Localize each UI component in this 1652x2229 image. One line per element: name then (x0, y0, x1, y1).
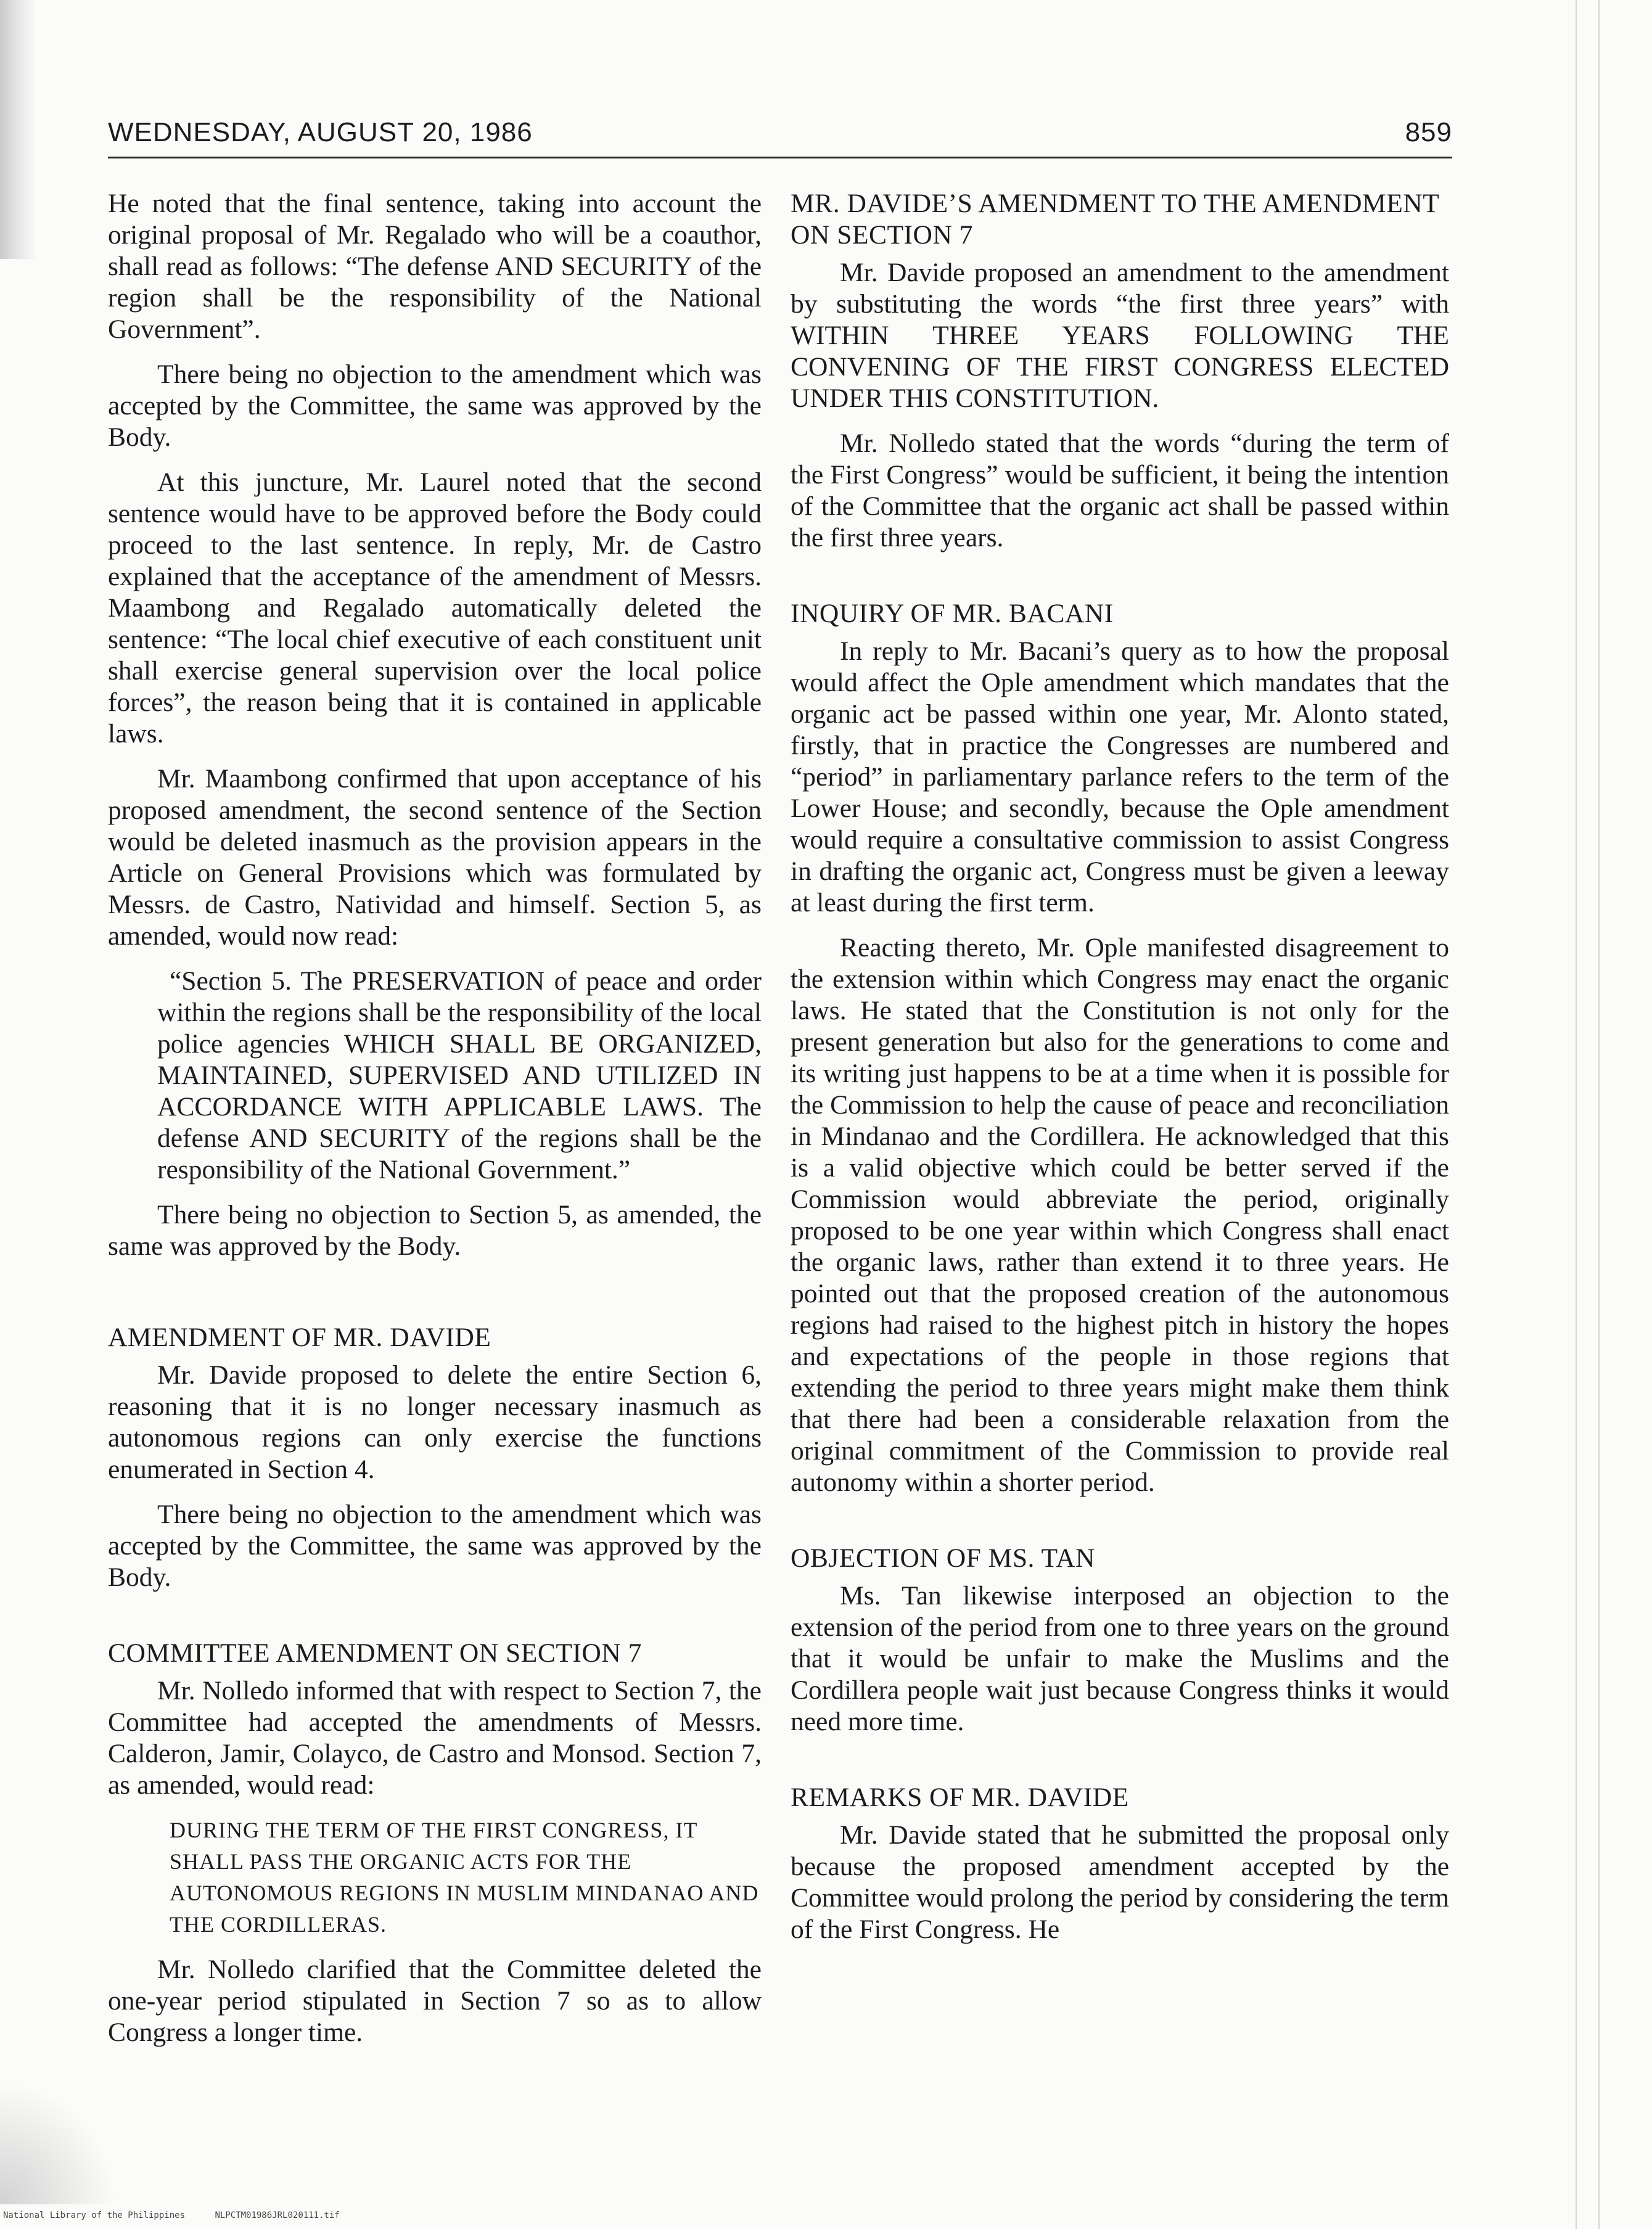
paragraph: Ms. Tan likewise interposed an objection to the extension of the period from one to three years on the ground that it would be unfair to make the Muslims and the Cordillera people wait just because Congress thinks it would need more time. (791, 1581, 1449, 1736)
paragraph: In reply to Mr. Bacani’s query as to how the proposal would affect the Ople amendment which mandates that the organic act be passed within one year, Mr. Alonto stated, firstly, that in practice the Congresses are numbered and “period” in parliamentary parlance refers to the term of the Lower House; and secondly, because the Ople amendment would require a consultative commission to assist Congress in drafting the organic act, Congress must be given a leeway at least during the first term. (791, 636, 1449, 917)
file-id: NLPCTM01986JRL020111.tif (215, 2211, 340, 2220)
right-column (791, 188, 1449, 1959)
scan-artifact-line (1576, 0, 1577, 2229)
scan-artifact-line (1598, 0, 1600, 2229)
section-gap (791, 1512, 1449, 1543)
section-5-quote: “Section 5. The PRESERVATION of peace and order within the regions shall be the responsibility of the local police agencies WHICH SHALL BE ORGANIZED, MAINTAINED, SUPERVISED AND UTILIZED IN ACCORDANCE WITH APPLICABLE LAWS. The defense AND SECURITY of the regions shall be the responsibility of the National Government.” (157, 966, 762, 1184)
left-column (108, 188, 762, 2062)
paragraph: At this juncture, Mr. Laurel noted that the second sentence would have to be approved before the Body could proceed to the last sentence. In reply, Mr. de Castro explained that the acceptance of the amendment of Messrs. Maambong and Regalado automatically deleted the sentence: “The local chief executive of each constituent unit shall exercise general supervision over the local police forces”, the reason being that it is contained in applicable laws. (108, 467, 762, 749)
scan-shadow-bottom (0, 2081, 117, 2204)
paragraph: Mr. Nolledo stated that the words “during the term of the First Congress” would be sufficient, it being the intention of the Committee that the organic act shall be passed within the first three years. (791, 429, 1449, 552)
scan-shadow-left (0, 0, 37, 259)
section-heading: REMARKS OF MR. DAVIDE (791, 1783, 1129, 1812)
scan-footer (0, 2211, 620, 2229)
section-heading: MR. DAVIDE’S AMENDMENT TO THE AMENDMENT ON SECTION 7 (791, 189, 1439, 250)
section-heading: AMENDMENT OF MR. DAVIDE (108, 1323, 491, 1352)
section-gap (791, 567, 1449, 598)
section-gap (791, 1751, 1449, 1782)
header-rule (108, 157, 1452, 158)
section-gap (108, 1607, 762, 1638)
section-heading: INQUIRY OF MR. BACANI (791, 599, 1114, 628)
paragraph: He noted that the final sentence, taking into account the original proposal of Mr. Regalado who will be a coauthor, shall read as follows: “The defense AND SECURITY of the region shall be the responsibility of the National Government”. (108, 189, 762, 344)
section-gap (108, 1276, 762, 1322)
paragraph: Mr. Nolledo clarified that the Committee deleted the one-year period stipulated in Section 7 so as to allow Congress a longer time. (108, 1955, 762, 2047)
paragraph: There being no objection to the amendment which was accepted by the Committee, the same was approved by the Body. (108, 1500, 762, 1592)
paragraph: Mr. Davide proposed to delete the entire Section 6, reasoning that it is no longer necessary inasmuch as autonomous regions can only exercise the functions enumerated in Section 4. (108, 1360, 762, 1484)
paragraph: Mr. Nolledo informed that with respect to Section 7, the Committee had accepted the amendments of Messrs. Calderon, Jamir, Colayco, de Castro and Monsod. Section 7, as amended, would read: (108, 1676, 762, 1800)
section-heading: COMMITTEE AMENDMENT ON SECTION 7 (108, 1638, 642, 1668)
paragraph: There being no objection to the amendment which was accepted by the Committee, the same was approved by the Body. (108, 359, 762, 452)
section-7-quote: DURING THE TERM OF THE FIRST CONGRESS, IT SHALL PASS THE ORGANIC ACTS FOR THE AUTONOMOUS REGIONS IN MUSLIM MINDANAO AND THE CORDILLERAS. (170, 1818, 759, 1937)
paragraph: There being no objection to Section 5, as amended, the same was approved by the Body. (108, 1200, 762, 1261)
paragraph: Mr. Maambong confirmed that upon acceptance of his proposed amendment, the second sentence of the Section would be deleted inasmuch as the provision appears in the Article on General Provisions which was formulated by Messrs. de Castro, Natividad and himself. Section 5, as amended, would now read: (108, 764, 762, 951)
library-name: National Library of the Philippines (3, 2211, 186, 2220)
page-number: 859 (1405, 117, 1452, 147)
page-header (108, 117, 1452, 166)
section-heading: OBJECTION OF MS. TAN (791, 1543, 1095, 1573)
header-date: WEDNESDAY, AUGUST 20, 1986 (108, 117, 533, 147)
paragraph: Reacting thereto, Mr. Ople manifested disagreement to the extension within which Congress may enact the organic laws. He stated that the Constitution is not only for the present generation but also for the generations to come and its writing just happens to be at a time when it is possible for the Commission to help the cause of peace and reconciliation in Mindanao and the Cordillera. He acknowledged that this is a valid objective which could be better served if the Commission would abbreviate the period, originally proposed to be one year within which Congress shall enact the organic laws, rather than extend it to three years. He pointed out that the proposed creation of the autonomous regions had raised to the highest pitch in history the hopes and expectations of the people in those regions that extending the period to three years might make them think that there had been a considerable relaxation from the original commitment of the Commission to provide real autonomy within a shorter period. (791, 933, 1449, 1497)
paragraph: Mr. Davide proposed an amendment to the amendment by substituting the words “the first three years” with WITHIN THREE YEARS FOLLOWING THE CONVENING OF THE FIRST CONGRESS ELECTED UNDER THIS CONSTITUTION. (791, 258, 1449, 413)
paragraph: Mr. Davide stated that he submitted the proposal only because the proposed amendment accepted by the Committee would prolong the period by considering the term of the First Congress. He (791, 1820, 1449, 1944)
